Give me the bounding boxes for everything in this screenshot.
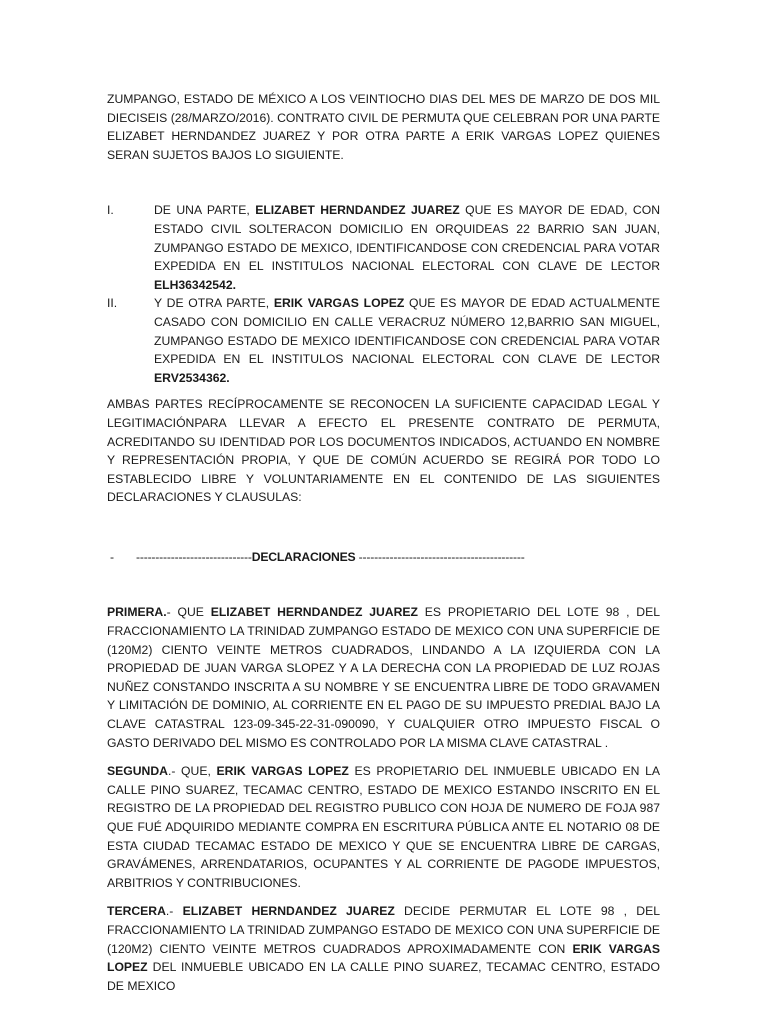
clause-segunda	[107, 762, 660, 892]
left-rule: ------------------------------	[136, 549, 252, 564]
clause-text: ES PROPIETARIO DEL INMUEBLE UBICADO EN LA CALLE PINO SUAREZ, TECAMAC CENTRO, ESTADO DE MEXICO ESTANDO INSCRITO EN EL REGISTRO DE LA PROPIEDAD DEL REGISTRO PUBLICO CON HOJA DE NUMERO DE FOJA 987 QUE FUÉ ADQUIRIDO MEDIANTE COMPRA EN ESCRITURA PÚBLICA ANTE EL NOTARIO 08 DE ESTA CIUDAD TECAMAC ESTADO DE MEXICO Y QUE SE ENCUENTRA LIBRE DE CARGAS, GRAVÁMENES, ARRENDATARIOS, OCUPANTES Y AL CORRIENTE DE PAGODE IMPUESTOS, ARBITRIOS Y CONTRIBUCIONES.	[107, 764, 660, 890]
party-item-1	[107, 201, 660, 294]
party-name: ERIK VARGAS LOPEZ	[107, 941, 660, 975]
right-rule: -------------------------------------------	[355, 549, 525, 564]
party-details: QUE ES MAYOR DE EDAD, CON ESTADO CIVIL SOLTERACON DOMICILIO EN ORQUIDEAS 22 BARRIO SAN JUAN, ZUMPANGO ESTADO DE MEXICO, IDENTIFICANDOSE CON CREDENCIAL PARA VOTAR EXPEDIDA EN EL INSTITULOS NACIONAL ELECTORAL CON CLAVE DE LECTOR	[154, 203, 661, 274]
clause-text: .- QUE,	[167, 764, 217, 779]
party-details: QUE ES MAYOR DE EDAD ACTUALMENTE CASADO CON DOMICILIO EN CALLE VERACRUZ NÚMERO 12,BARRIO SAN MIGUEL, ZUMPANGO ESTADO DE MEXICO IDENTIFICANDOSE CON CREDENCIAL PARA VOTAR EXPEDIDA EN EL INSTITULOS NACIONAL ELECTORAL CON CLAVE DE LECTOR	[154, 296, 660, 367]
list-numeral: II.	[107, 296, 118, 311]
party-intro: DE UNA PARTE,	[154, 203, 256, 218]
voter-key: ELH36342542.	[154, 277, 236, 292]
clause-text: - QUE	[166, 605, 211, 620]
intro-paragraph: ZUMPANGO, ESTADO DE MÉXICO A LOS VEINTIOCHO DIAS DEL MES DE MARZO DE DOS MIL DIECISEIS (28/MARZO/2016). CONTRATO CIVIL DE PERMUTA QUE CELEBRAN POR UNA PARTE ELIZABET HERNDANDEZ JUAREZ Y POR OTRA PARTE A ERIK VARGAS LOPEZ QUIENES SERAN SUJETOS BAJOS LO SIGUIENTE.	[107, 92, 660, 162]
party-intro: Y DE OTRA PARTE,	[154, 296, 274, 311]
clause-text: .-	[165, 904, 183, 919]
party-item-2	[107, 294, 660, 387]
document-page	[107, 90, 660, 1005]
clause-text: ES PROPIETARIO DEL LOTE 98 , DEL FRACCIONAMIENTO LA TRINIDAD ZUMPANGO ESTADO DE MEXICO CON UNA SUPERFICIE DE (120M2) CIENTO VEINTE METROS CUADRADOS, LINDANDO A LA IZQUIERDA CON LA PROPIEDAD DE JUAN VARGA SLOPEZ Y A LA DERECHA CON LA PROPIEDAD DE LUZ ROJAS NUÑEZ CONSTANDO INSCRITA A SU NOMBRE Y SE ENCUENTRA LIBRE DE TODO GRAVAMEN Y LIMITACIÓN DE DOMINIO, AL CORRIENTE EN EL PAGO DE SU IMPUESTO PREDIAL BAJO LA CLAVE CATASTRAL 123-09-345-22-31-090090, Y CUALQUIER OTRO IMPUESTO FISCAL O GASTO DERIVADO DEL MISMO ES CONTROLADO POR LA MISMA CLAVE CATASTRAL .	[107, 605, 660, 750]
heading-bullet: -	[110, 549, 115, 564]
clause-label: TERCERA	[107, 904, 166, 919]
party-name: ELIZABET HERNDANDEZ JUAREZ	[182, 904, 395, 919]
heading-rule	[136, 548, 525, 567]
clause-text: DEL INMUEBLE UBICADO EN LA CALLE PINO SUAREZ, TECAMAC CENTRO, ESTADO DE MEXICO	[107, 960, 660, 993]
clause-label: SEGUNDA	[107, 764, 168, 779]
declaraciones-heading	[107, 548, 660, 567]
party-name: ERIK VARGAS LOPEZ	[216, 764, 349, 779]
party-name: ERIK VARGAS LOPEZ	[273, 296, 405, 311]
voter-key: ERV2534362.	[154, 370, 230, 385]
parties-list	[107, 201, 660, 387]
clause-tercera	[107, 902, 660, 995]
list-numeral: I.	[107, 203, 114, 218]
section-title: DECLARACIONES	[251, 549, 356, 564]
clause-label: PRIMERA.	[107, 605, 167, 620]
party-name: ELIZABET HERNDANDEZ JUAREZ	[255, 203, 460, 218]
clause-text: DECIDE PERMUTAR EL LOTE 98 , DEL FRACCIONAMIENTO LA TRINIDAD ZUMPANGO ESTADO DE MEXICO CON UNA SUPERFICIE DE (120M2) CIENTO VEINTE METROS CUADRADOS APROXIMADAMENTE CON	[107, 904, 660, 956]
clause-primera	[107, 603, 660, 752]
party-name: ELIZABET HERNDANDEZ JUAREZ	[210, 605, 418, 620]
capacity-paragraph: AMBAS PARTES RECÍPROCAMENTE SE RECONOCEN LA SUFICIENTE CAPACIDAD LEGAL Y LEGITIMACIÓNPARA LLEVAR A EFECTO EL PRESENTE CONTRATO DE PERMUTA, ACREDITANDO SU IDENTIDAD POR LOS DOCUMENTOS INDICADOS, ACTUANDO EN NOMBRE Y REPRESENTACIÓN PROPIA, Y QUE DE COMÚN ACUERDO SE REGIRÁ POR TODO LO ESTABLECIDO LIBRE Y VOLUNTARIAMENTE EN EL CONTENIDO DE LAS SIGUIENTES DECLARACIONES Y CLAUSULAS:	[107, 397, 660, 505]
